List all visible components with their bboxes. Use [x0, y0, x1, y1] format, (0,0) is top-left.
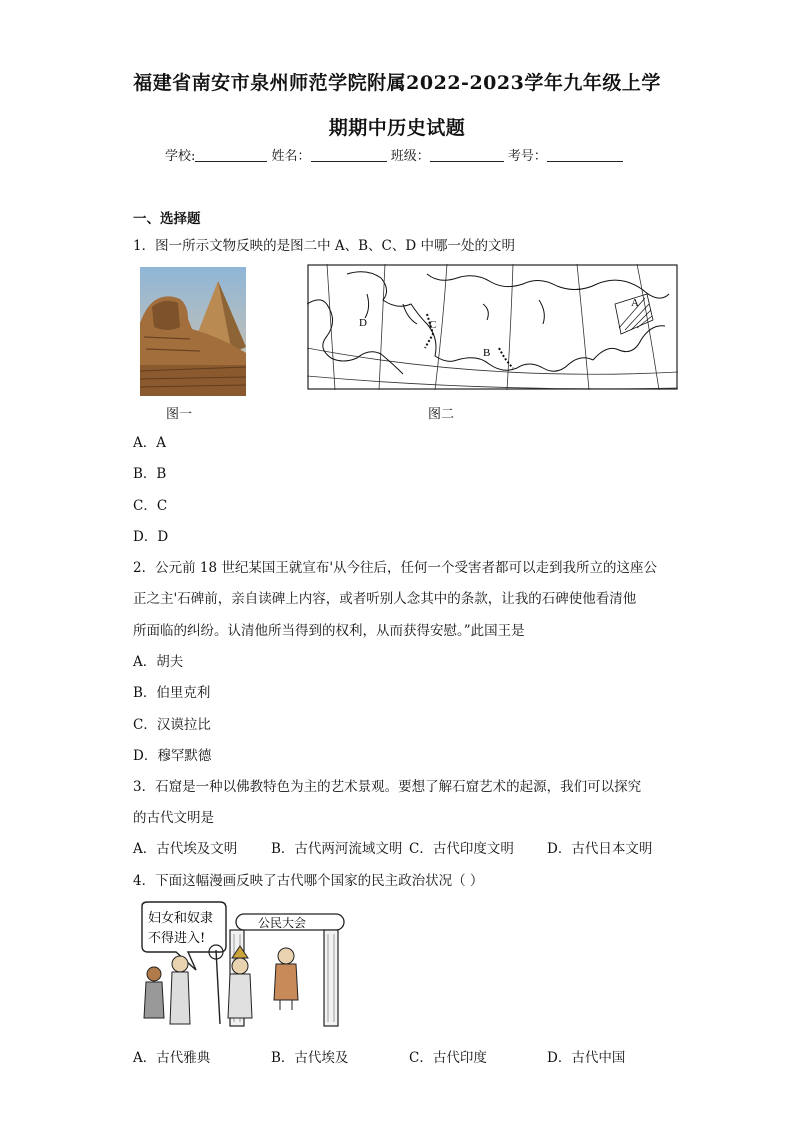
sphinx-pyramid-photo [140, 267, 246, 396]
map-label-b: B [483, 347, 491, 359]
school-label: 学校: [165, 149, 196, 164]
q1-stem: 1．图一所示文物反映的是图二中 A、B、C、D 中哪一处的文明 [133, 238, 515, 254]
q2-stem-line3: 所面临的纠纷。认清他所当得到的权利，从而获得安慰。”此国王是 [133, 623, 525, 639]
bubble-line2: 不得进入! [148, 931, 206, 946]
q1-option-d[interactable]: D．D [133, 529, 169, 545]
figure1-caption: 图一 [166, 407, 193, 422]
q1-option-b[interactable]: B．B [133, 466, 167, 482]
map-label-a: A [631, 297, 639, 309]
q2-option-b[interactable]: B．伯里克利 [133, 685, 211, 701]
q2-stem-line1: 2．公元前 18 世纪某国王就宣布'从今往后，任何一个受害者都可以走到我所立的这座公 [133, 560, 658, 576]
q2-option-a[interactable]: A．胡夫 [133, 654, 184, 670]
q4-option-b[interactable]: B．古代埃及 [271, 1050, 349, 1066]
q1-option-a[interactable]: A．A [133, 435, 166, 451]
class-blank[interactable] [430, 148, 504, 162]
q3-option-a[interactable]: A．古代埃及文明 [133, 841, 238, 857]
world-map-figure [307, 264, 678, 390]
student-info-row [165, 145, 623, 164]
q3-stem-line2: 的古代文明是 [133, 810, 214, 826]
q2-option-d[interactable]: D．穆罕默德 [133, 748, 212, 764]
section-heading: 一、选择题 [133, 211, 201, 227]
number-label: 考号： [507, 149, 547, 164]
exam-title-line2: 期期中历史试题 [328, 117, 466, 139]
school-blank[interactable] [195, 148, 267, 162]
gate-sign: 公民大会 [258, 916, 307, 930]
q1-option-c[interactable]: C．C [133, 498, 168, 514]
q3-option-b[interactable]: B．古代两河流域文明 [271, 841, 403, 857]
q2-option-c[interactable]: C．汉谟拉比 [133, 717, 211, 733]
map-label-d: D [359, 317, 367, 329]
q3-stem-line1: 3．石窟是一种以佛教特色为主的艺术景观。要想了解石窟艺术的起源，我们可以探究 [133, 779, 642, 795]
q2-stem-line2: 正之主'石碑前，亲自读碑上内容，或者听别人念其中的条款，让我的石碑使他看清他 [133, 591, 637, 607]
name-label: 姓名： [271, 149, 311, 164]
q4-stem: 4．下面这幅漫画反映了古代哪个国家的民主政治状况（ ） [133, 873, 484, 889]
exam-title-line1: 福建省南安市泉州师范学院附属2022-2023学年九年级上学 [133, 72, 661, 94]
figure2-caption: 图二 [428, 407, 455, 422]
name-blank[interactable] [311, 148, 387, 162]
bubble-line1: 妇女和奴隶 [148, 911, 214, 926]
q4-option-d[interactable]: D．古代中国 [547, 1050, 626, 1066]
q3-option-c[interactable]: C．古代印度文明 [409, 841, 514, 857]
citizen-assembly-cartoon [136, 900, 350, 1030]
q3-option-d[interactable]: D．古代日本文明 [547, 841, 653, 857]
q4-option-a[interactable]: A．古代雅典 [133, 1050, 211, 1066]
number-blank[interactable] [547, 148, 623, 162]
map-label-c: C [429, 319, 437, 331]
class-label: 班级： [390, 149, 430, 164]
q4-option-c[interactable]: C．古代印度 [409, 1050, 487, 1066]
